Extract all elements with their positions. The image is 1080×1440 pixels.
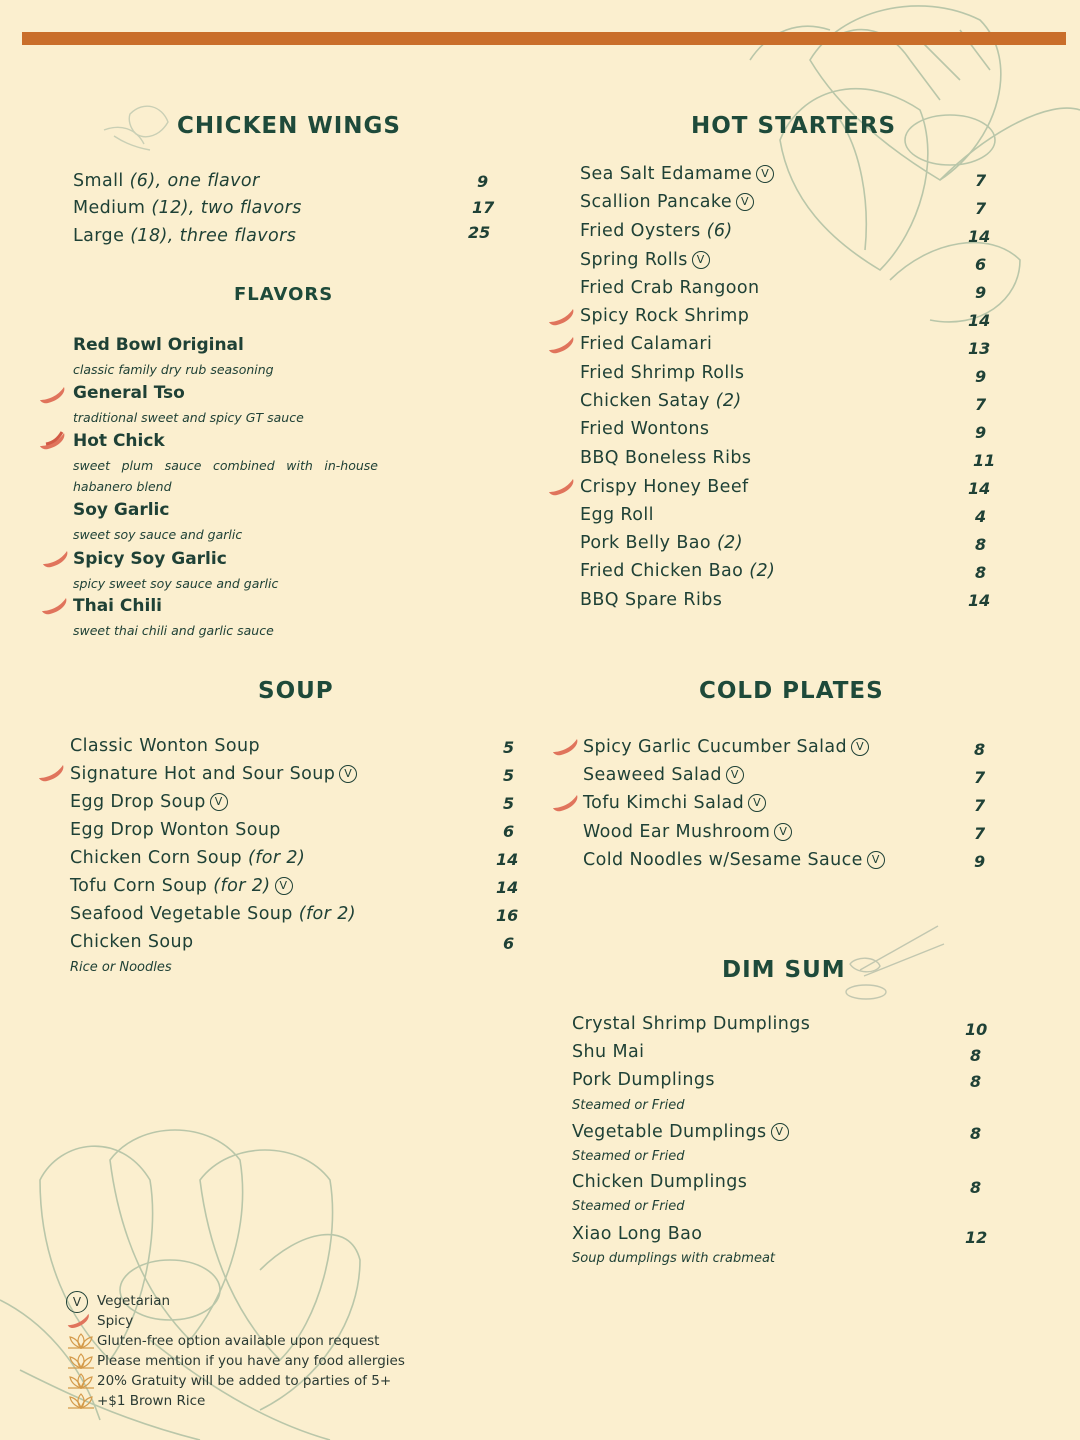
flavor-name: Thai Chili	[73, 596, 162, 616]
starter-price: 14	[968, 479, 991, 498]
starter-price: 9	[975, 423, 987, 442]
starter-price: 7	[975, 395, 987, 414]
vegetarian-icon: V	[867, 851, 885, 869]
starter-item: Fried Chicken Bao (2)	[580, 561, 776, 581]
starter-item: Chicken Satay (2)	[580, 391, 742, 411]
vegetarian-icon: V	[692, 251, 710, 269]
dim-sum-price: 8	[970, 1072, 982, 1091]
starter-item: Fried Crab Rangoon	[580, 278, 760, 298]
vegetarian-icon: V	[726, 766, 744, 784]
hot-starters-title: HOT STARTERS	[691, 113, 897, 139]
wing-item: Large (18), three flavors	[73, 226, 297, 246]
cold-plate-item: Seaweed Salad V	[583, 765, 744, 785]
soup-item: Chicken Soup	[70, 932, 194, 952]
legend-gratuity: 20% Gratuity will be added to parties of 5+	[66, 1372, 96, 1394]
starter-item: Fried Shrimp Rolls	[580, 363, 745, 383]
starter-item: Sea Salt Edamame V	[580, 164, 774, 184]
starter-price: 8	[975, 535, 987, 554]
dim-sum-price: 8	[970, 1124, 982, 1143]
soup-item: Seafood Vegetable Soup (for 2)	[70, 904, 356, 924]
lotus-illustration-bottom-left	[0, 1120, 420, 1440]
starter-item: Egg Roll	[580, 505, 654, 525]
legend-vegetarian: V Vegetarian	[66, 1291, 88, 1313]
cold-plate-price: 7	[974, 768, 986, 787]
cold-plates-title: COLD PLATES	[699, 678, 884, 704]
dim-sum-item: Shu Mai	[572, 1042, 645, 1062]
soup-price: 16	[496, 906, 519, 925]
starter-price: 14	[968, 591, 991, 610]
soup-price: 6	[503, 822, 515, 841]
cold-plate-price: 9	[974, 852, 986, 871]
flavor-desc: spicy sweet soy sauce and garlic	[73, 576, 279, 591]
flavor-name: Hot Chick	[73, 431, 165, 451]
chili-icon	[66, 1311, 92, 1329]
starter-price: 14	[968, 227, 991, 246]
wing-item: Medium (12), two flavors	[73, 198, 302, 218]
dim-sum-item: Pork Dumplings	[572, 1070, 715, 1090]
starter-price: 9	[975, 367, 987, 386]
starter-item: BBQ Spare Ribs	[580, 590, 723, 610]
starter-price: 7	[975, 171, 987, 190]
starter-item: Spring Rolls V	[580, 250, 710, 270]
soup-price: 5	[503, 738, 515, 757]
cold-plate-price: 8	[974, 740, 986, 759]
dim-sum-item: Crystal Shrimp Dumplings	[572, 1014, 811, 1034]
dim-sum-note: Steamed or Fried	[572, 1149, 685, 1164]
chili-icon	[551, 736, 581, 756]
starter-item: Fried Wontons	[580, 419, 710, 439]
chili-icon	[41, 548, 71, 568]
dim-sum-item: Chicken Dumplings	[572, 1172, 748, 1192]
chicken-wings-title: CHICKEN WINGS	[177, 113, 401, 139]
dim-sum-note: Soup dumplings with crabmeat	[572, 1251, 776, 1266]
cold-plate-price: 7	[974, 796, 986, 815]
lotus-icon	[66, 1392, 96, 1410]
soup-item: Egg Drop Soup V	[70, 792, 228, 812]
soup-price: 14	[496, 850, 519, 869]
starter-price: 7	[975, 199, 987, 218]
chili-icon	[40, 595, 70, 615]
flavor-desc: traditional sweet and spicy GT sauce	[73, 410, 304, 425]
soup-price: 5	[503, 766, 515, 785]
starter-price: 14	[968, 311, 991, 330]
soup-price: 5	[503, 794, 515, 813]
starter-price: 13	[968, 339, 991, 358]
vegetarian-icon: V	[210, 793, 228, 811]
lotus-icon	[66, 1352, 96, 1370]
dim-sum-note: Steamed or Fried	[572, 1199, 685, 1214]
wing-item: Small (6), one flavor	[73, 171, 260, 191]
starter-item: Pork Belly Bao (2)	[580, 533, 743, 553]
flavor-desc: sweet plum sauce combined with in-house habanero blend	[73, 458, 378, 494]
soup-item: Chicken Corn Soup (for 2)	[70, 848, 306, 868]
accent-bar	[22, 32, 1066, 45]
starter-price: 9	[975, 283, 987, 302]
dim-sum-title: DIM SUM	[722, 957, 846, 983]
legend-allergies: Please mention if you have any food allergies	[66, 1352, 96, 1374]
flavor-desc: classic family dry rub seasoning	[73, 362, 274, 377]
lotus-icon	[66, 1372, 96, 1390]
cold-plate-item: Cold Noodles w/Sesame Sauce V	[583, 850, 885, 870]
flavor-name: Spicy Soy Garlic	[73, 549, 227, 569]
starter-item: Crispy Honey Beef	[580, 477, 749, 497]
chili-icon	[38, 384, 68, 404]
soup-title: SOUP	[258, 678, 334, 704]
starter-item: Spicy Rock Shrimp	[580, 306, 750, 326]
starter-price: 4	[975, 507, 987, 526]
starter-price: 11	[973, 451, 996, 470]
chili-icon	[547, 476, 577, 496]
soup-item: Egg Drop Wonton Soup	[70, 820, 281, 840]
soup-note: Rice or Noodles	[70, 960, 172, 975]
soup-item: Tofu Corn Soup (for 2) V	[70, 876, 293, 896]
wing-price: 17	[472, 198, 495, 217]
vegetarian-icon: V	[748, 794, 766, 812]
starter-item: Fried Calamari	[580, 334, 713, 354]
lotus-leaf-icon	[100, 100, 172, 156]
dim-sum-price: 12	[965, 1228, 988, 1247]
dim-sum-price: 8	[970, 1178, 982, 1197]
soup-price: 6	[503, 934, 515, 953]
legend-gluten-free: Gluten-free option available upon request	[66, 1332, 96, 1354]
dim-sum-note: Steamed or Fried	[572, 1098, 685, 1113]
vegetarian-icon: V	[275, 877, 293, 895]
chili-icon	[547, 306, 577, 326]
chili-icon	[551, 792, 581, 812]
vegetarian-icon: V	[66, 1291, 88, 1313]
cold-plate-item: Spicy Garlic Cucumber Salad V	[583, 737, 869, 757]
flavor-name: Soy Garlic	[73, 500, 170, 520]
dim-sum-item: Xiao Long Bao	[572, 1224, 703, 1244]
vegetarian-icon: V	[339, 765, 357, 783]
soup-item: Signature Hot and Sour Soup V	[70, 764, 357, 784]
flavor-desc: sweet thai chili and garlic sauce	[73, 623, 274, 638]
vegetarian-icon: V	[756, 165, 774, 183]
vegetarian-icon: V	[771, 1123, 789, 1141]
flavors-title: FLAVORS	[234, 284, 334, 305]
cold-plate-item: Tofu Kimchi Salad V	[583, 793, 766, 813]
starter-item: BBQ Boneless Ribs	[580, 448, 752, 468]
flavor-name: Red Bowl Original	[73, 335, 244, 355]
starter-item: Scallion Pancake V	[580, 192, 754, 212]
vegetarian-icon: V	[736, 193, 754, 211]
flavor-desc: sweet soy sauce and garlic	[73, 527, 243, 542]
soup-item: Classic Wonton Soup	[70, 736, 260, 756]
dim-sum-price: 10	[965, 1020, 988, 1039]
chopsticks-bowl-icon	[840, 920, 950, 1005]
chili-icon	[38, 430, 68, 450]
vegetarian-icon: V	[774, 823, 792, 841]
starter-price: 6	[975, 255, 987, 274]
starter-price: 8	[975, 563, 987, 582]
dim-sum-price: 8	[970, 1046, 982, 1065]
wing-price: 25	[468, 223, 491, 242]
cold-plate-price: 7	[974, 824, 986, 843]
flavor-name: General Tso	[73, 383, 185, 403]
legend-brown-rice: +$1 Brown Rice	[66, 1392, 96, 1414]
chili-icon	[37, 762, 67, 782]
vegetarian-icon: V	[851, 738, 869, 756]
dim-sum-item: Vegetable Dumplings V	[572, 1122, 789, 1142]
chili-icon	[547, 334, 577, 354]
lotus-icon	[66, 1332, 96, 1350]
cold-plate-item: Wood Ear Mushroom V	[583, 822, 792, 842]
legend-spicy: Spicy	[66, 1311, 92, 1333]
soup-price: 14	[496, 878, 519, 897]
wing-price: 9	[477, 172, 489, 191]
starter-item: Fried Oysters (6)	[580, 221, 733, 241]
